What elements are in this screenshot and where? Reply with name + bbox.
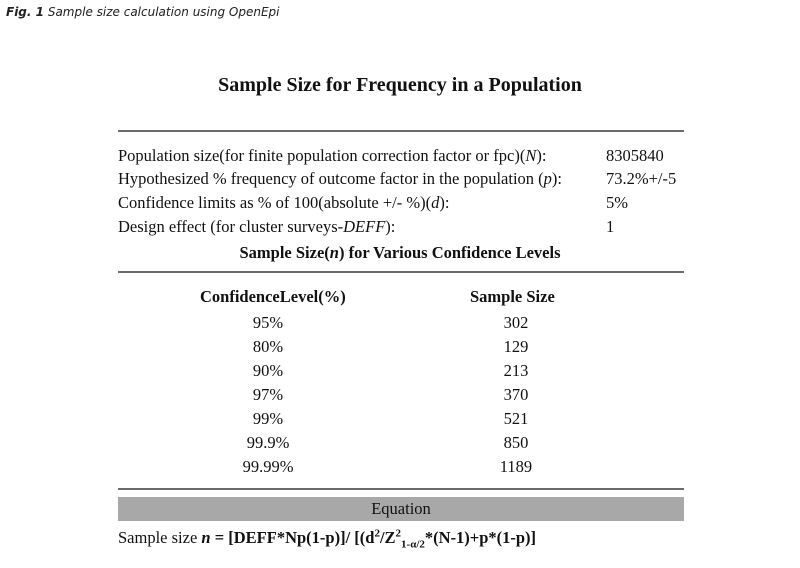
results-subtitle: Sample Size(n) for Various Confidence Levels xyxy=(239,243,561,262)
figure-label: Fig. 1 xyxy=(6,5,44,19)
table-row-confidence: 97% xyxy=(252,385,284,404)
table-row-sample-size: 302 xyxy=(503,313,529,332)
col-header-confidence: ConfidenceLevel(%) xyxy=(200,287,346,306)
figure-caption-text: Sample size calculation using OpenEpi xyxy=(47,5,280,19)
param-frequency-value: 73.2%+/-5 xyxy=(606,169,677,188)
param-population-size-label: Population size(for finite population correction factor or fpc)(N): xyxy=(118,146,547,165)
table-row-confidence: 95% xyxy=(252,313,284,332)
equation-heading: Equation xyxy=(118,497,684,521)
equation-formula: Sample size n = [DEFF*Np(1-p)]/ [$(d^2/Z^2_{1-\alpha/2}*(N-1)+p*(1-p)]$ xyxy=(118,527,537,551)
param-frequency-label: Hypothesized % frequency of outcome factor in the population (p): xyxy=(118,169,562,188)
table-row-confidence: 99% xyxy=(252,409,284,428)
col-header-sample-size: Sample Size xyxy=(470,287,555,306)
table-row-confidence: 80% xyxy=(252,337,284,356)
param-design-effect-value: 1 xyxy=(606,217,615,236)
table-row-confidence: 90% xyxy=(252,361,284,380)
table-row-sample-size: 370 xyxy=(503,385,529,404)
table-row-sample-size: 129 xyxy=(503,337,529,356)
param-confidence-limits-label: Confidence limits as % of 100(absolute +/- %)(d): xyxy=(118,193,450,212)
param-confidence-limits-value: 5% xyxy=(606,193,628,212)
results-rule xyxy=(118,271,684,273)
table-row-confidence: 99.99% xyxy=(242,457,294,476)
table-row-sample-size: 521 xyxy=(503,409,529,428)
param-population-size-value: 8305840 xyxy=(606,146,664,165)
table-row-sample-size: 850 xyxy=(503,433,529,452)
page-title: Sample Size for Frequency in a Population xyxy=(218,74,582,96)
param-design-effect-label: Design effect (for cluster surveys-DEFF): xyxy=(118,217,396,236)
table-row-sample-size: 213 xyxy=(503,361,529,380)
figure-caption xyxy=(6,5,280,19)
equation-rule xyxy=(118,488,684,490)
top-rule xyxy=(118,130,684,132)
table-row-sample-size: 1189 xyxy=(499,457,533,476)
table-row-confidence: 99.9% xyxy=(246,433,290,452)
